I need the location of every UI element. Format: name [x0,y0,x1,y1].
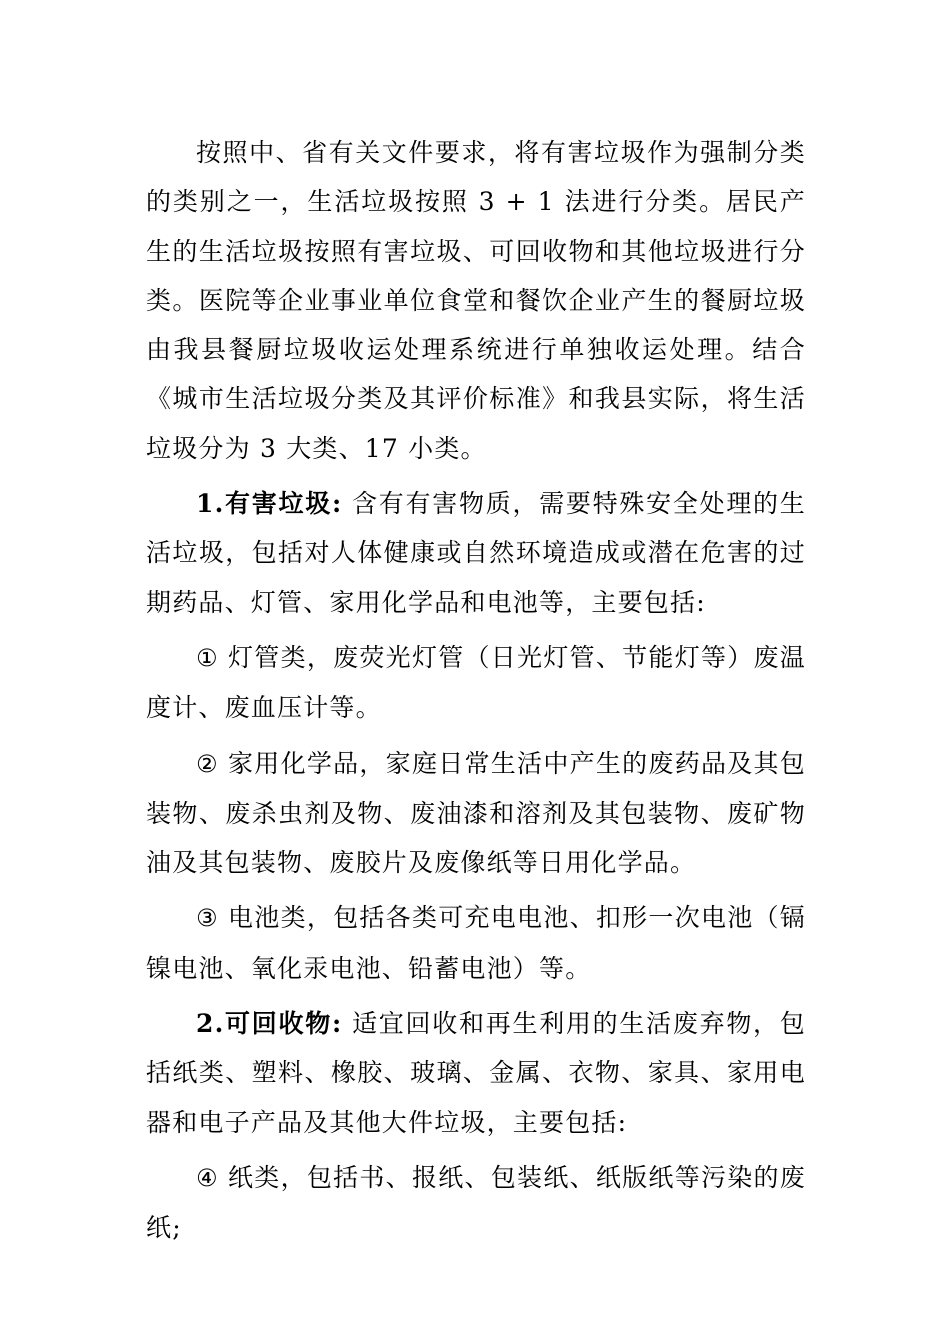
list-item-paper [146,1153,806,1253]
item-marker-4: ④ [196,1163,219,1192]
list-item-batteries-text: 电池类，包括各类可充电电池、扣形一次电池（镉镍电池、氧化汞电池、铅蓄电池）等。 [146,903,806,983]
hazardous-waste-text: 含有有害物质，需要特殊安全处理的生活垃圾，包括对人体健康或自然环境造成或潜在危害的过期药品、灯管、家用化学品和电池等，主要包括: [146,489,806,617]
item-marker-2: ② [196,749,219,778]
item-marker-3: ③ [196,904,219,933]
hazardous-waste-paragraph [146,479,806,627]
recyclables-heading: 2.可回收物: [196,1009,343,1039]
list-item-household-chemicals [146,739,806,888]
list-item-household-chemicals-text: 家用化学品，家庭日常生活中产生的废药品及其包装物、废杀虫剂及物、废油漆和溶剂及其包装物、废矿物油及其包装物、废胶片及废像纸等日用化学品。 [146,748,806,878]
intro-paragraph: 按照中、省有关文件要求，将有害垃圾作为强制分类的类别之一，生活垃圾按照 3 + 1 法进行分类。居民产生的生活垃圾按照有害垃圾、可回收物和其他垃圾进行分类。医院等企业事业单位食堂和餐饮企业产生的餐厨垃圾由我县餐厨垃圾收运处理系统进行单独收运处理。结合《城市生活垃圾分类及其评价标准》和我县实际，将生活垃圾分为 3 大类、17 小类。 [146,138,806,463]
list-item-paper-text: 纸类，包括书、报纸、包装纸、纸版纸等污染的废纸; [146,1162,806,1243]
hazardous-waste-heading: 1.有害垃圾: [196,489,343,519]
document-page [146,128,806,1259]
item-marker-1: ① [196,643,219,672]
list-item-lamps [146,633,806,733]
list-item-batteries [146,893,806,993]
list-item-lamps-text: 灯管类，废荧光灯管（日光灯管、节能灯等）废温度计、废血压计等。 [146,642,806,723]
recyclables-text: 适宜回收和再生利用的生活废弃物，包括纸类、塑料、橡胶、玻璃、金属、衣物、家具、家用电器和电子产品及其他大件垃圾，主要包括: [146,1009,806,1137]
recyclables-paragraph [146,999,806,1147]
